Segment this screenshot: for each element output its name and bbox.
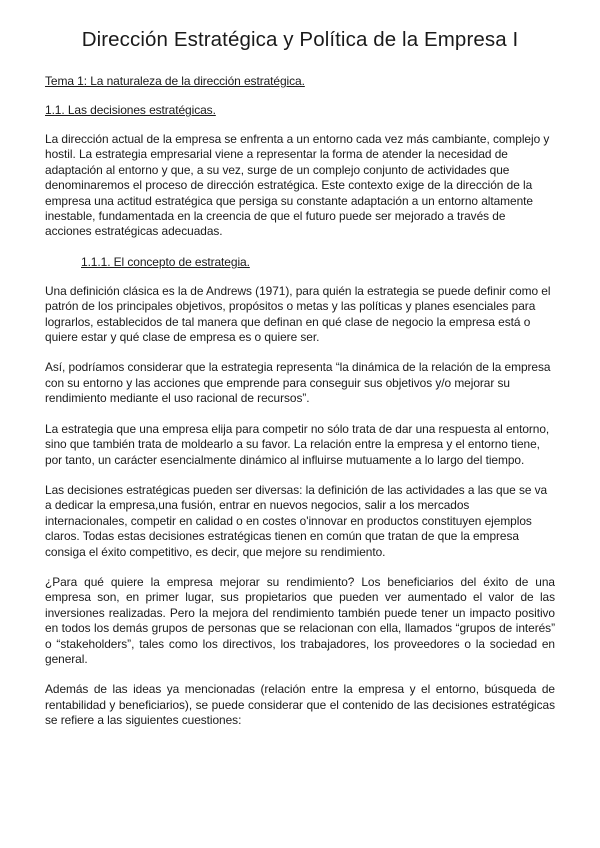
paragraph-beneficiaries: ¿Para qué quiere la empresa mejorar su rendimiento? Los beneficiarios del éxito de una empresa son, en primer lugar, sus propietarios que pueden ver aumentado el valor de las inversiones realizadas. Pero la mejora del rendimiento también puede tener un impacto positivo en todos los demás grupos de personas que se relacionan con ella, llamados “grupos de interés” o “stakeholders”, tales como los directivos, los trabajadores, los proveedores o la sociedad en general. bbox=[45, 574, 555, 666]
paragraph-strategy-dynamics: Así, podríamos considerar que la estrategia representa “la dinámica de la relación de la empresa con su entorno y las acciones que emprende para conseguir sus objetivos y/o mejorar su rendimiento mediante el uso racional de recursos”. bbox=[45, 360, 551, 406]
paragraph-environment-relation: La estrategia que una empresa elija para competir no sólo trata de dar una respuesta al entorno, sino que también trata de moldearlo a su favor. La relación entre la empresa y el entorno tiene, por tanto, un carácter esencialmente dinámico al influirse mutuamente a lo largo del tiempo. bbox=[45, 421, 550, 467]
paragraph-intro: La dirección actual de la empresa se enfrenta a un entorno cada vez más cambiante, complejo y hostil. La estrategia empresarial viene a representar la forma de atender la necesidad de adaptación al entorno y que, a su vez, surge de un complejo conjunto de actividades que denominaremos el proceso de dirección estratégica. Este contexto exige de la dirección de la empresa una actitud estratégica que persiga su constante adaptación a un entorno altamente inestable, fundamentada en la creencia de que el futuro puede ser mejorado a través de acciones estratégicas adecuadas. bbox=[45, 132, 550, 239]
subsection-heading: 1.1.1. El concepto de estrategia. bbox=[81, 254, 250, 269]
section-heading: 1.1. Las decisiones estratégicas. bbox=[45, 103, 216, 117]
topic-heading: Tema 1: La naturaleza de la dirección estratégica. bbox=[45, 74, 305, 88]
paragraph-strategic-decisions: Las decisiones estratégicas pueden ser diversas: la definición de las actividades a las que se va a dedicar la empresa,una fusión, entrar en nuevos negocios, salir a los mercados internacionales, competir en calidad o en costes o'innovar en productos constituyen ejemplos claros. Todas estas decisiones estratégicas tienen en común que tratan de que la empresa consiga el éxito competitivo, es decir, que mejore su rendimiento. bbox=[45, 482, 548, 559]
document-title: Dirección Estratégica y Política de la Empresa I bbox=[81, 28, 519, 51]
paragraph-decision-content: Además de las ideas ya mencionadas (relación entre la empresa y el entorno, búsqueda de rentabilidad y beneficiarios), se puede considerar que el contenido de las decisiones estratégicas se refiere a las siguientes cuestiones: bbox=[45, 682, 555, 728]
paragraph-andrews-definition: Una definición clásica es la de Andrews (1971), para quién la estrategia se puede definir como el patrón de los principales objetivos, propósitos o metas y las políticas y planes esenciales para lograrlos, establecidos de tal manera que definan en qué clase de negocio la empresa está o quiere estar y qué clase de empresa es o quiere ser. bbox=[45, 283, 551, 345]
